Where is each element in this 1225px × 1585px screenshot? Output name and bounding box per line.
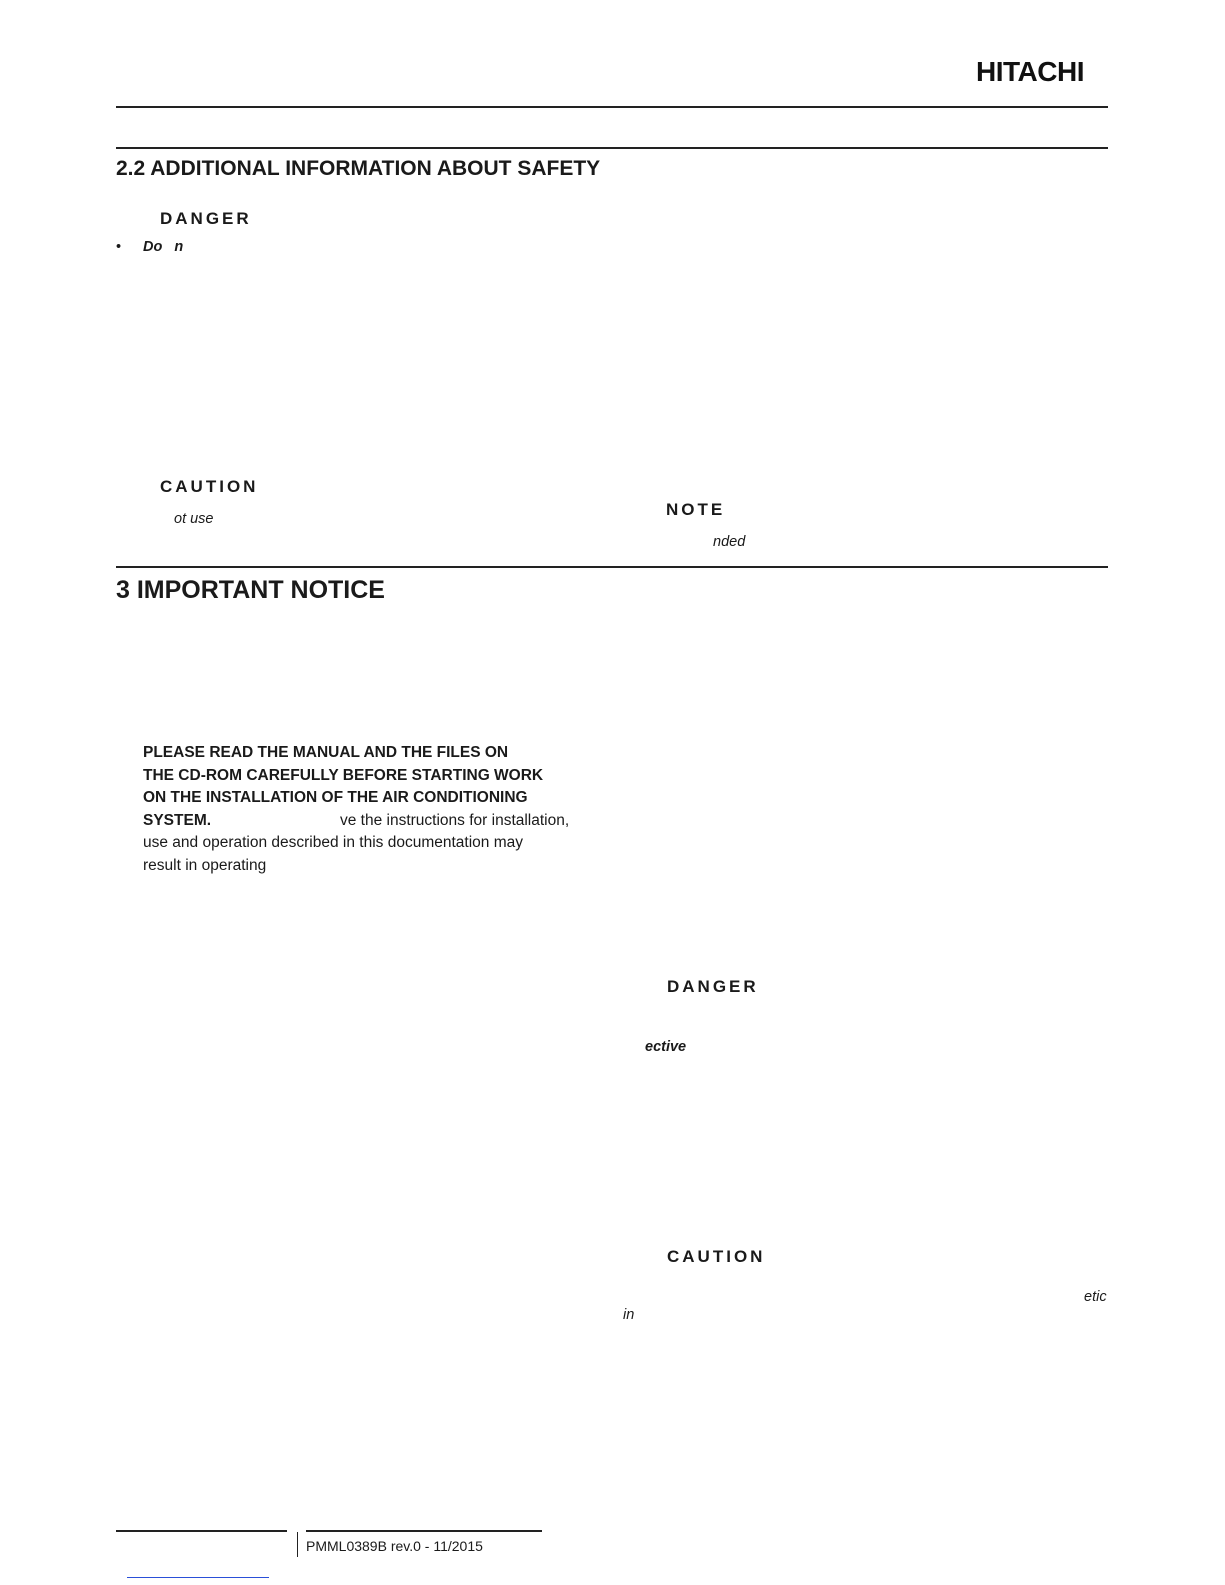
caution-label: CAUTION: [160, 477, 259, 496]
right-caution-fragment-1: etic: [1084, 1289, 1107, 1305]
section-3-top-rule: [116, 566, 1108, 568]
section-2-2-top-rule: [116, 147, 1108, 149]
header-rule: [116, 106, 1108, 108]
note-label: NOTE: [666, 500, 726, 519]
notice-bold-line-3: ON THE INSTALLATION OF THE AIR CONDITIONING: [143, 789, 528, 806]
right-danger-label: DANGER: [667, 977, 759, 996]
notice-mixed-line: [143, 810, 613, 833]
notice-line-5: use and operation described in this documentation may: [143, 834, 523, 851]
notice-line-6: result in operating: [143, 856, 267, 874]
note-fragment: nded: [713, 534, 746, 550]
section-2-2-title: 2.2 ADDITIONAL INFORMATION ABOUT SAFETY: [116, 157, 601, 180]
notice-bold-line-1: PLEASE READ THE MANUAL AND THE FILES ON: [143, 744, 509, 761]
footer-link-underline: [127, 1577, 269, 1578]
hitachi-logo: HITACHI: [976, 56, 1084, 87]
right-caution-fragment-2: in: [623, 1307, 635, 1323]
important-notice-text: [143, 742, 613, 877]
notice-inline-text: ve the instructions for installation,: [340, 811, 570, 829]
notice-bold-tail: SYSTEM.: [143, 811, 212, 829]
footer-divider: [297, 1532, 298, 1557]
right-caution-label: CAUTION: [667, 1247, 766, 1266]
danger-fragment: Do n: [143, 239, 184, 255]
footer-rule-left: [116, 1530, 287, 1532]
bullet-icon: •: [116, 239, 122, 255]
section-3-title: 3 IMPORTANT NOTICE: [116, 576, 385, 604]
notice-bold-line-2: THE CD-ROM CAREFULLY BEFORE STARTING WORK: [143, 766, 544, 784]
footer-rule-right: [306, 1530, 542, 1532]
caution-fragment: ot use: [174, 511, 214, 527]
right-danger-fragment: ective: [645, 1039, 687, 1055]
danger-label: DANGER: [160, 209, 252, 228]
footer-doc-ref: PMML0389B rev.0 - 11/2015: [306, 1538, 483, 1554]
